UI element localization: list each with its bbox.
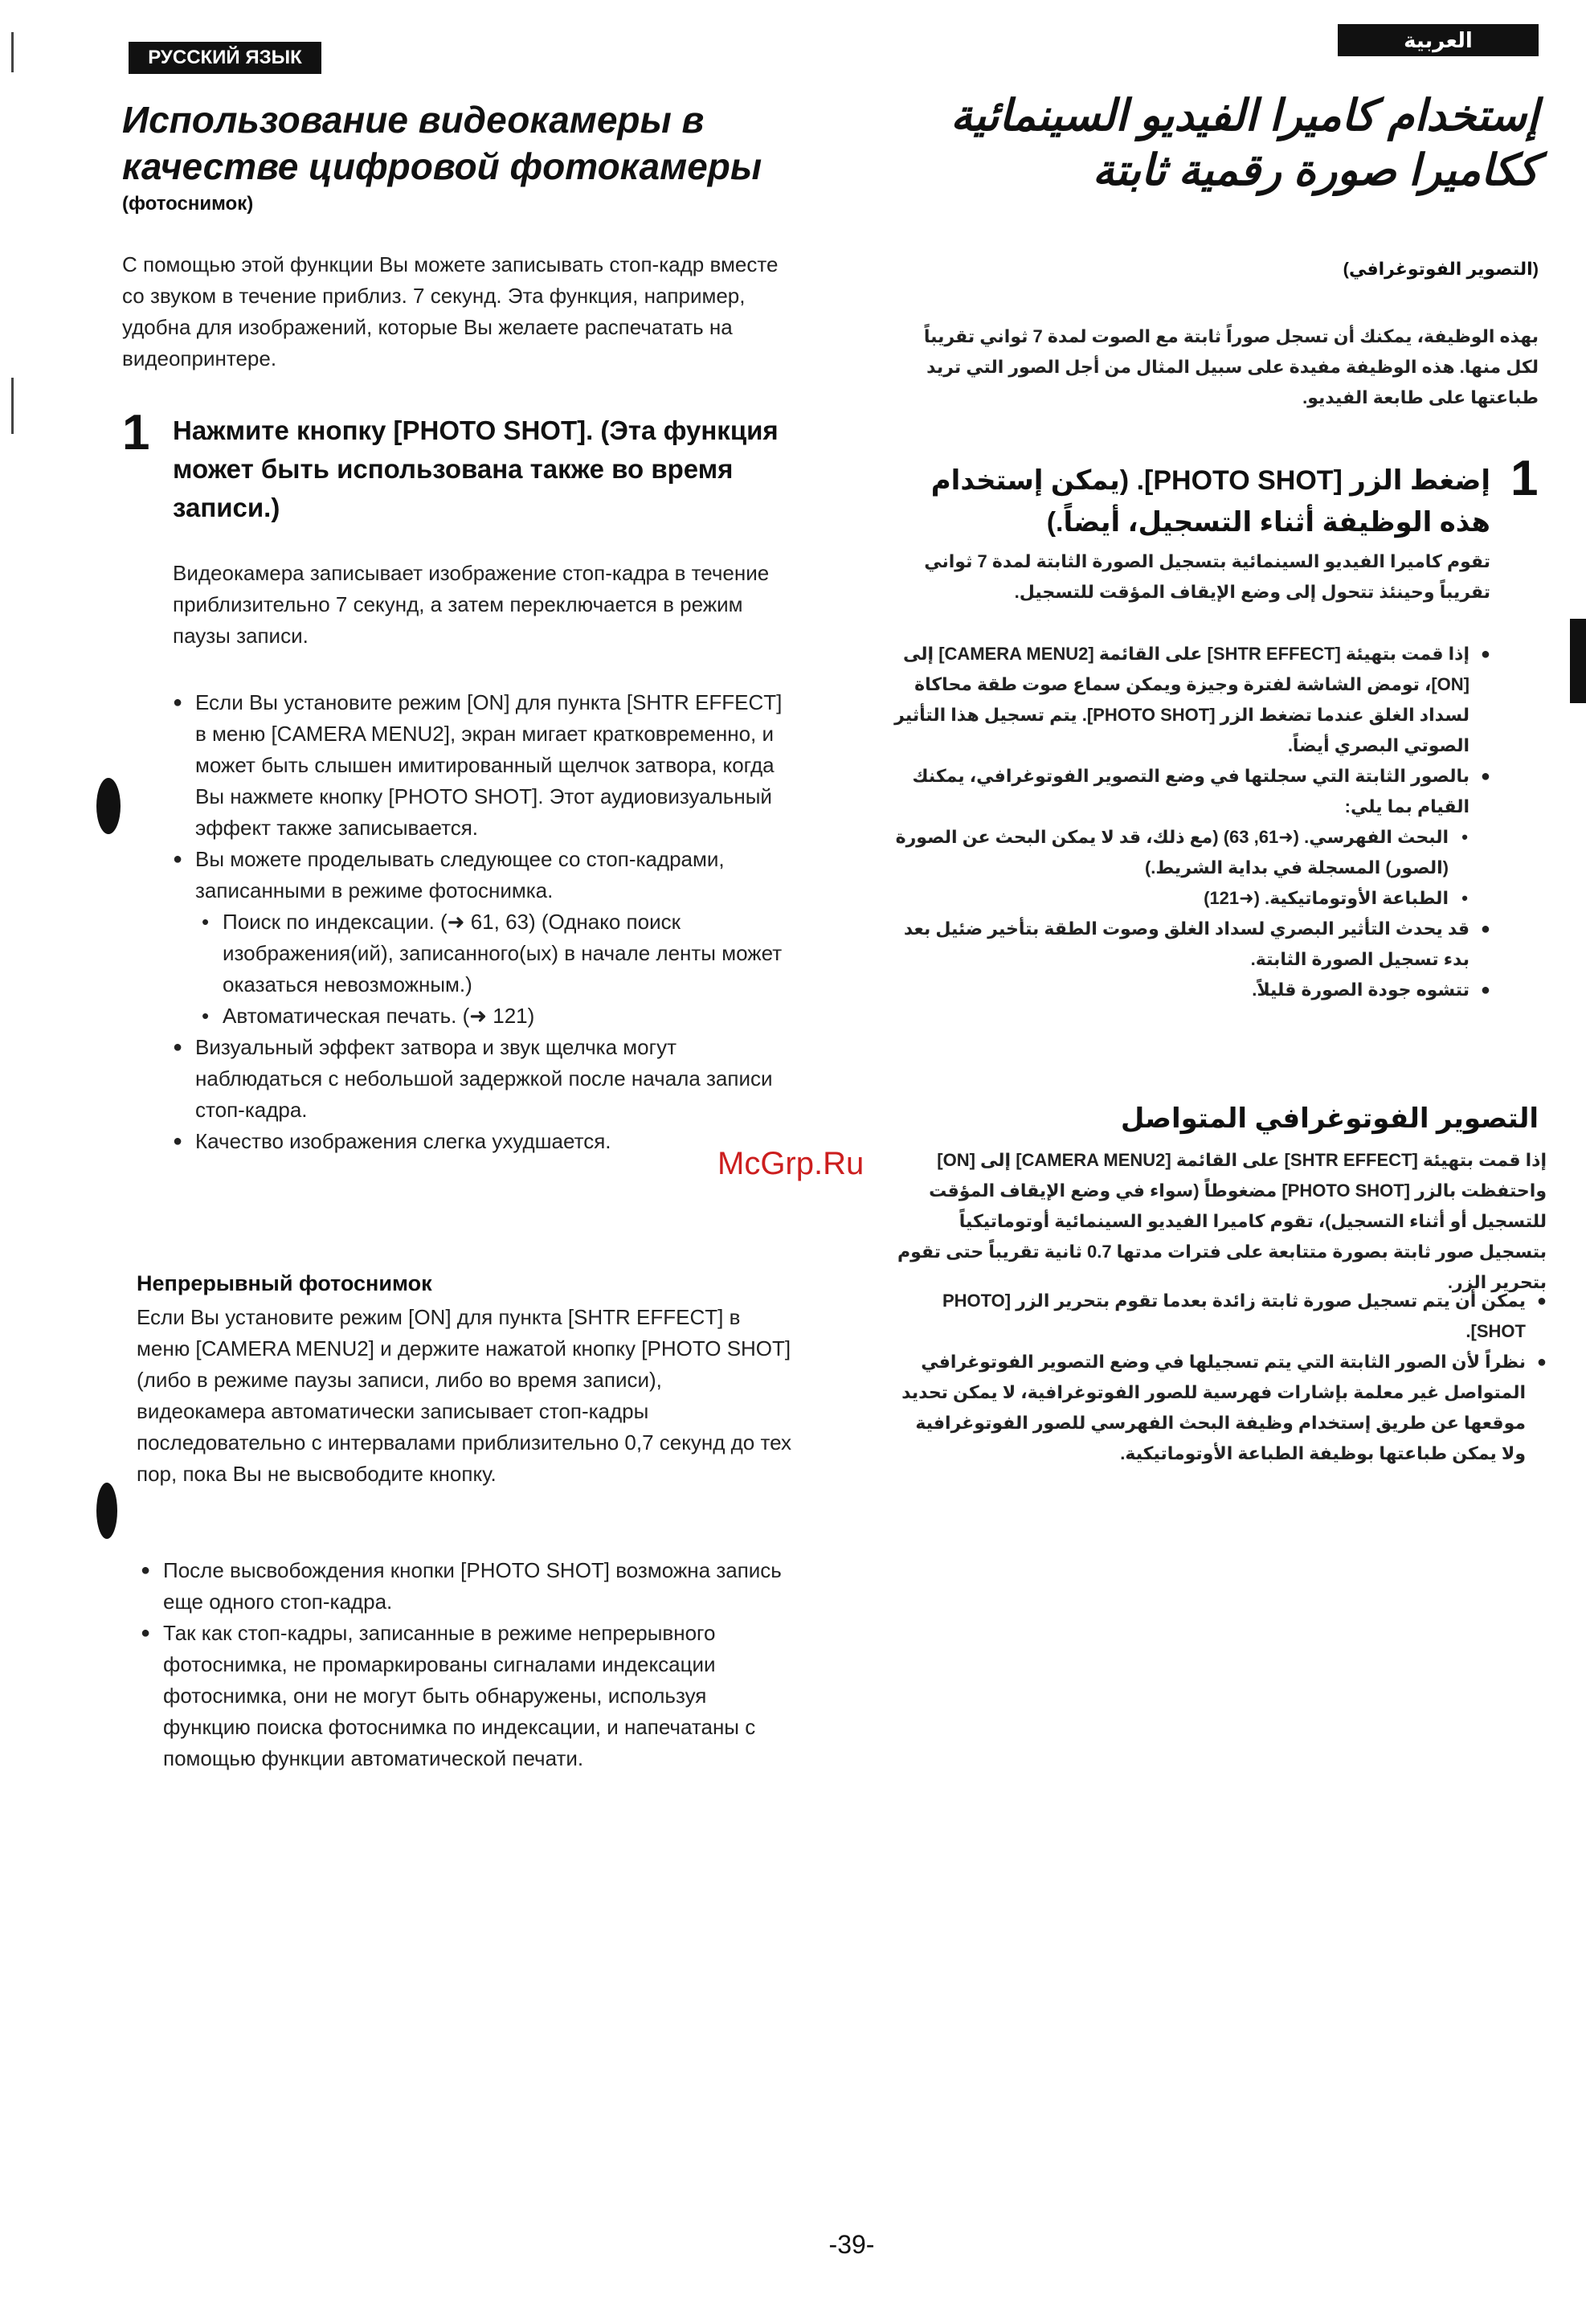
ru-note-shutter-effect: ● Если Вы установите режим [ON] для пункта [SHTR EFFECT] в меню [CAMERA MENU2], экран мигает кратковременно, и может быть слышен имитированный щелчок затвора, когда Вы нажмете кнопку [PHOTO SHOT]. Этот аудиовизуальный эффект также записывается.	[173, 687, 795, 844]
ru-sub-index-search: • Поиск по индексации. (➜ 61, 63) (Однако поиск изображения(ий), записанного(ых) в начале ленты может оказаться невозможным.)	[202, 906, 795, 1000]
page-number: -39-	[828, 2230, 875, 2259]
ru-note-delay: ● Визуальный эффект затвора и звук щелчка могут наблюдаться с небольшой задержкой после начала записи стоп-кадра.	[173, 1032, 795, 1126]
ink-blot	[96, 778, 121, 834]
ar-step-instruction: إضغط الزر [PHOTO SHOT]. (يمكن إستخدام هذه الوظيفة أثناء التسجيل، أيضاً.)	[930, 465, 1490, 538]
ar-notes-list	[892, 639, 1490, 1005]
ru-step-number: 1	[122, 405, 150, 460]
ru-sub-auto-print: • Автоматическая печать. (➜ 121)	[202, 1000, 795, 1032]
ar-sub-index-search: • البحث الفهرسي. (➜61, 63) (مع ذلك، قد لا يمكن البحث عن الصورة (الصور) المسجلة في بداية الشريط.)	[892, 822, 1468, 883]
ru-cont-note-index: ● Так как стоп-кадры, записанные в режиме непрерывного фотоснимка, не промаркированы сигналами индексации фотоснимка, они не могут быть обнаружены, используя функцию поиска фотоснимка по индексации, и напечатаны с помощью функции автоматической печати.	[141, 1618, 783, 1774]
ar-step-description: تقوم كاميرا الفيديو السينمائية بتسجيل الصورة الثابتة لمدة 7 ثواني تقريباً وحينئذ تتحول إلى وضع الإيقاف المؤقت للتسجيل.	[924, 551, 1490, 602]
ru-intro-text: С помощью этой функции Вы можете записывать стоп-кадр вместе со звуком в течение приблиз. 7 секунд. Эта функция, например, удобна для изображений, которые Вы желаете распечатать на видеопринтере.	[122, 252, 779, 370]
ru-cont-note-release: ● После высвобождения кнопки [PHOTO SHOT] возможна запись еще одного стоп-кадра.	[141, 1555, 783, 1618]
ar-intro-text: بهذه الوظيفة، يمكنك أن تسجل صوراً ثابتة مع الصوت لمدة 7 ثواني تقريباً لكل منها. هذه الوظيفة مفيدة على سبيل المثال من أجل الصور التي تريد طباعتها على طابعة الفيديو.	[923, 326, 1539, 407]
ar-continuous-notes	[892, 1286, 1547, 1469]
ink-blot	[96, 1483, 117, 1539]
ar-sub-auto-print: • الطباعة الأوتوماتيكية. (➜121)	[892, 883, 1468, 914]
ru-notes-list	[173, 687, 795, 1157]
ru-page-title: Использование видеокамеры в качестве цифровой фотокамеры	[122, 99, 762, 187]
watermark: McGrp.Ru	[717, 1146, 865, 1181]
ru-continuous-notes	[141, 1555, 783, 1774]
ru-language-tag: РУССКИЙ ЯЗЫК	[129, 42, 321, 74]
left-edge-mark	[11, 378, 14, 434]
ru-note-photoshot-functions: ● Вы можете проделывать следующее со стоп-кадрами, записанными в режиме фотоснимка.	[173, 844, 795, 906]
left-edge-mark	[11, 32, 14, 72]
ru-page-subtitle: (фотоснимок)	[122, 193, 254, 215]
ru-note-quality: ● Качество изображения слегка ухудшается.	[173, 1126, 795, 1157]
ar-continuous-text: إذا قمت بتهيئة [SHTR EFFECT] على القائمة [CAMERA MENU2] إلى [ON] واحتفظت بالزر [PHOTO SHOT] مضغوطاً (سواء في وضع الإيقاف المؤقت للتسجيل أو أثناء التسجيل)، تقوم كاميرا الفيديو السينمائية أوتوماتيكياً بتسجيل صور ثابتة بصورة متتابعة على فترات مدتها 0.7 ثانية تقريباً حتى تقوم بتحرير الزر.	[897, 1150, 1547, 1292]
ar-continuous-heading: التصوير الفوتوغرافي المتواصل	[1120, 1103, 1539, 1134]
ru-step-description: Видеокамера записывает изображение стоп-кадра в течение приблизительно 7 секунд, а затем переключается в режим паузы записи.	[173, 561, 770, 648]
ar-note-shutter-effect: ● إذا قمت بتهيئة [SHTR EFFECT] على القائمة [CAMERA MENU2] إلى [ON]، تومض الشاشة لفترة وجيزة ويمكن سماع صوت طقة محاكاة لسداد الغلق عندما تضغط الزر [PHOTO SHOT]. يتم تسجيل هذا التأثير الصوتي البصري أيضاً.	[892, 639, 1490, 761]
right-edge-tab	[1570, 619, 1586, 703]
ru-continuous-text: Если Вы установите режим [ON] для пункта [SHTR EFFECT] в меню [CAMERA MENU2] и держите нажатой кнопку [PHOTO SHOT] (либо в режиме паузы записи, либо во время записи), видеокамера автоматически записывает стоп-кадры последовательно с интервалами приблизительно 0,7 секунд до тех пор, пока Вы не высвободите кнопку.	[137, 1305, 791, 1486]
ru-step-instruction: Нажмите кнопку [PHOTO SHOT]. (Эта функция может быть использована также во время записи.)	[173, 415, 779, 522]
ru-continuous-heading: Непрерывный фотоснимок	[137, 1271, 432, 1295]
ar-note-delay: ● قد يحدث التأثير البصري لسداد الغلق وصوت الطقة بتأخير ضئيل بعد بدء تسجيل الصورة الثابتة.	[892, 914, 1490, 975]
ar-note-photoshot-functions: ● بالصور الثابتة التي سجلتها في وضع التصوير الفوتوغرافي، يمكنك القيام بما يلي:	[892, 761, 1490, 822]
ar-note-quality: ● تتشوه جودة الصورة قليلاً.	[892, 975, 1490, 1005]
ar-language-tag: العربية	[1338, 24, 1539, 56]
ar-step-number: 1	[1510, 451, 1539, 506]
ar-page-subtitle: (التصوير الفوتوغرافي)	[1343, 259, 1539, 279]
ar-cont-note-index: ● نظراً لأن الصور الثابتة التي يتم تسجيلها في وضع التصوير الفوتوغرافي المتواصل غير معلمة بإشارات فهرسية للصور الفوتوغرافية، لا يمكن تحديد موقعها عن طريق إستخدام وظيفة البحث الفهرسي للصور الفوتوغرافية ولا يمكن طباعتها بوظيفة الطباعة الأوتوماتيكية.	[892, 1347, 1547, 1469]
ar-cont-note-release: ● يمكن أن يتم تسجيل صورة ثابتة زائدة بعدما تقوم بتحرير الزر [PHOTO SHOT].	[892, 1286, 1547, 1347]
ar-page-title: إستخدام كاميرا الفيديو السينمائية ككاميرا صورة رقمية ثابتة	[950, 92, 1539, 194]
